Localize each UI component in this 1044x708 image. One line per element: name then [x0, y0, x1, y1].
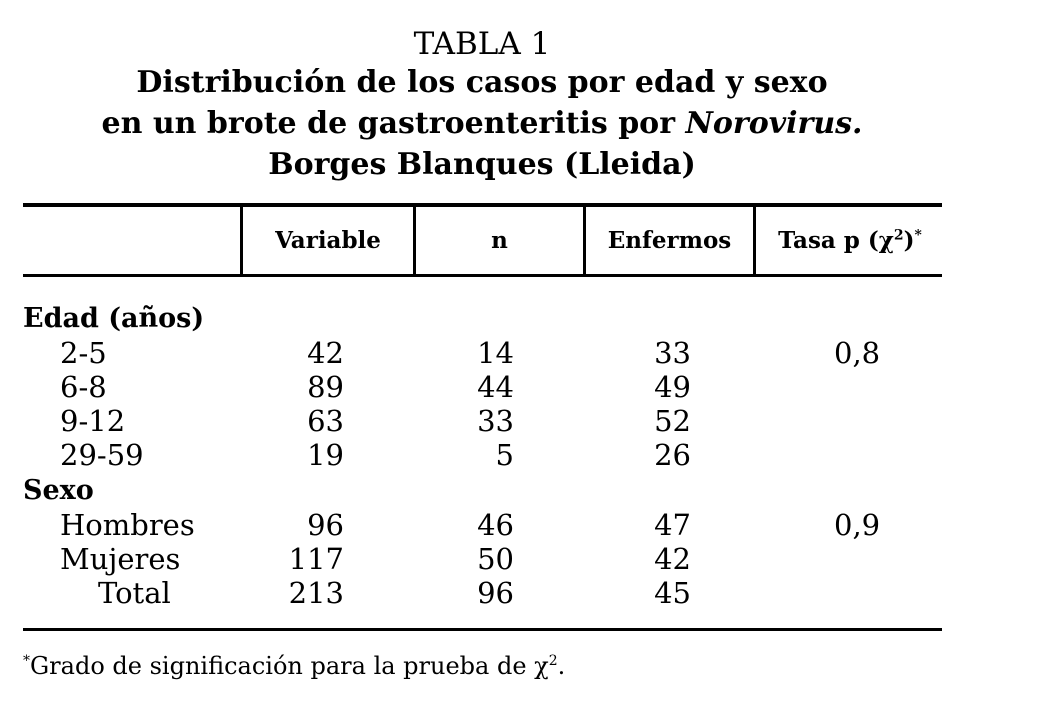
cell-variable: 213	[288, 576, 344, 610]
table-bottom-rule	[23, 628, 942, 631]
cell-n: 14	[477, 336, 514, 370]
table-label: TABLA 1	[413, 26, 551, 62]
footnote-exponent: 2	[548, 653, 558, 669]
row-label: 2-5	[60, 336, 107, 370]
cell-variable: 63	[307, 404, 344, 438]
cell-n: 96	[477, 576, 514, 610]
cell-enfermos: 49	[654, 370, 691, 404]
cell-enfermos: 45	[654, 576, 691, 610]
cell-variable: 19	[307, 438, 344, 472]
table-row	[0, 404, 1044, 438]
cell-n: 46	[477, 508, 514, 542]
tasa-exponent: 2	[893, 227, 904, 244]
tasa-close: )	[903, 227, 915, 254]
cell-enfermos: 52	[654, 404, 691, 438]
row-label: Hombres	[60, 508, 195, 542]
table-row	[0, 370, 1044, 404]
cell-enfermos: 42	[654, 542, 691, 576]
footnote-mark: *	[23, 653, 30, 669]
caption-line-3: Borges Blanques (Lleida)	[268, 147, 696, 182]
table-footnote	[23, 646, 565, 681]
table-row	[0, 542, 1044, 576]
cell-enfermos: 26	[654, 438, 691, 472]
cell-enfermos: 33	[654, 336, 691, 370]
table-title-block	[0, 26, 964, 185]
caption-line-2-text: en un brote de gastroenteritis por	[101, 106, 686, 141]
section-sexo: Sexo	[23, 475, 94, 506]
table-row	[0, 508, 1044, 542]
table-header-rule	[23, 274, 942, 277]
cell-n: 44	[477, 370, 514, 404]
table-caption	[0, 62, 964, 185]
caption-line-1: Distribución de los casos por edad y sexo	[136, 65, 828, 100]
row-label: 29-59	[60, 438, 144, 472]
table-row	[0, 438, 1044, 472]
table-row	[0, 336, 1044, 370]
section-edad: Edad (años)	[23, 303, 205, 334]
cell-tasa: 0,8	[834, 336, 881, 370]
caption-virus-name: Norovirus.	[685, 106, 863, 141]
row-label: 6-8	[60, 370, 107, 404]
cell-variable: 96	[307, 508, 344, 542]
row-label: Total	[98, 576, 171, 610]
column-header-variable: Variable	[275, 227, 381, 254]
cell-tasa: 0,9	[834, 508, 881, 542]
tasa-label: Tasa p (χ	[778, 227, 894, 254]
tasa-footnote-mark: *	[914, 227, 922, 244]
row-label: 9-12	[60, 404, 126, 438]
cell-enfermos: 47	[654, 508, 691, 542]
footnote-end: .	[557, 652, 566, 680]
column-header-tasa	[756, 207, 944, 274]
cell-n: 33	[477, 404, 514, 438]
cell-variable: 42	[307, 336, 344, 370]
cell-n: 5	[495, 438, 514, 472]
footnote-text: Grado de significación para la prueba de χ	[30, 652, 549, 680]
table-row-total	[0, 576, 1044, 610]
cell-n: 50	[477, 542, 514, 576]
cell-variable: 117	[288, 542, 344, 576]
cell-variable: 89	[307, 370, 344, 404]
caption-line-2	[0, 103, 964, 144]
column-header-enfermos: Enfermos	[607, 227, 732, 254]
row-label: Mujeres	[60, 542, 181, 576]
column-header-n: n	[491, 227, 508, 254]
